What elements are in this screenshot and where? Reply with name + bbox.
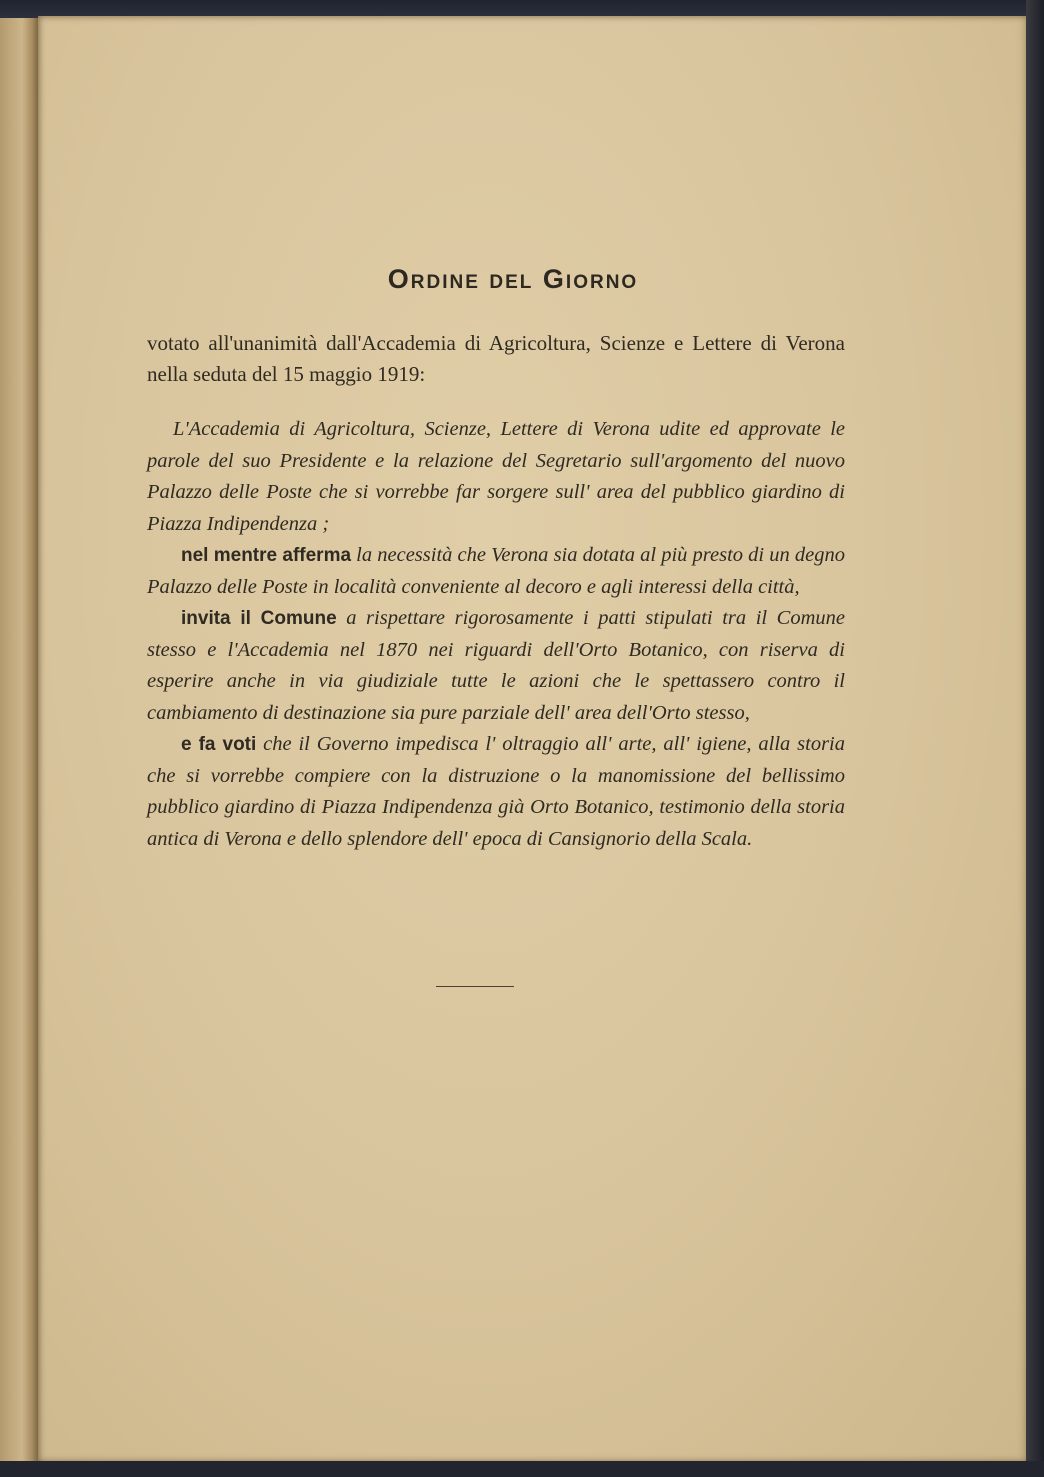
paragraph-wish bbox=[147, 729, 845, 855]
closing-rule bbox=[436, 986, 514, 987]
paragraph-wish-text: che il Governo impedisca l' oltraggio all' arte, all' igiene, alla storia che si vorrebbe compiere con la distruzione o la manomissione del bellissimo pubblico giardino di Piazza Indipendenza già Orto Botanico, testimonio della storia antica di Verona e dello splendore dell' epoca di Cansignorio della Scala. bbox=[147, 733, 845, 850]
intro-text: votato all'unanimità dall'Accademia di Agricoltura, Scienze e Lettere di Verona nella seduta del 15 maggio 1919: bbox=[147, 331, 845, 386]
paragraph-affirm-lead: nel mentre afferma bbox=[181, 545, 352, 566]
paragraph-invite bbox=[147, 603, 845, 729]
resolution-body bbox=[147, 414, 845, 855]
scan-border-right bbox=[1026, 0, 1044, 1477]
document-title: Ordine del Giorno bbox=[387, 264, 639, 294]
paragraph-wish-lead: e fa voti bbox=[181, 734, 257, 755]
book-page bbox=[38, 16, 1028, 1462]
book-spine bbox=[0, 18, 40, 1464]
paragraph-affirm-text: la necessità che Verona sia dotata al più presto di un degno Palazzo delle Poste in località conveniente al decoro e agli interessi della città, bbox=[147, 544, 845, 598]
paragraph-affirm bbox=[147, 540, 845, 603]
scan-border-bottom bbox=[0, 1461, 1044, 1477]
paragraph-invite-text: a rispettare rigorosamente i patti stipulati tra il Comune stesso e l'Accademia nel 1870 nei riguardi dell'Orto Botanico, con riserva di esperire anche in via giudiziale tutte le azioni che le spettassero contro il cambiamento di destinazione sia pure parziale dell' area dell'Orto stesso, bbox=[147, 607, 845, 724]
paragraph-preamble: L'Accademia di Agricoltura, Scienze, Lettere di Verona udite ed approvate le parole del suo Presidente e la relazione del Segretario sull'argomento del nuovo Palazzo delle Poste che si vorrebbe far sorgere sull' area del pubblico giardino di Piazza Indipendenza ; bbox=[147, 418, 845, 535]
paragraph-invite-lead: invita il Comune bbox=[181, 608, 337, 629]
